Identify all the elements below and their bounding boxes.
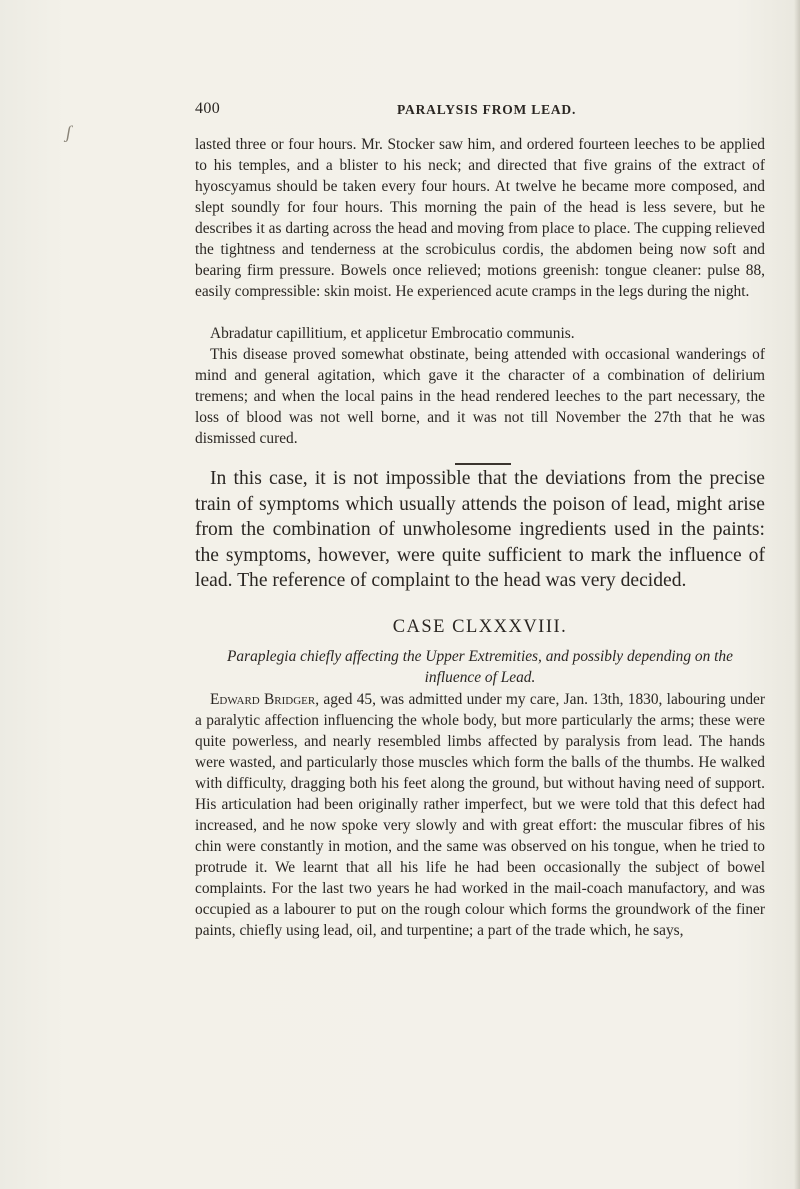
running-head: PARALYSIS FROM LEAD.: [397, 102, 577, 117]
margin-pencil-mark: ʃ: [66, 122, 72, 142]
case-heading: CASE CLXXXVIII.: [392, 617, 568, 637]
body-paragraph-1: [195, 134, 765, 302]
paragraph-text: This disease proved somewhat obstinate, being attended with occasional wanderings of mind and general agitation, which gave it the character of a combination of delirium tremens; and when the local pains in the head rendered leeches to the part necessary, the loss of blood was not well borne, and it was not till November the 27th that he was dismissed cured.: [195, 346, 765, 447]
commentary-text: In this case, it is not impossible that the deviations from the precise train of symptoms which usually attends the poison of lead, might arise from the combination of unwholesome ingredients used in the paints: the symptoms, however, were quite sufficient to mark the influence of lead. The reference of complaint to the head was very decided.: [195, 468, 765, 591]
page-number: 400: [195, 100, 221, 117]
prescription-text: Abradatur capillitium, et applicetur Embrocatio communis.: [210, 325, 575, 342]
prescription-line: [195, 323, 765, 344]
page-edge-shadow: [794, 0, 800, 1189]
case-subtitle: Paraplegia chiefly affecting the Upper Extremities, and possibly depending on the influence of Lead.: [227, 648, 733, 686]
commentary-paragraph: [195, 466, 765, 594]
section-divider: [455, 463, 511, 465]
body-paragraph-2: [195, 344, 765, 449]
paragraph-text: lasted three or four hours. Mr. Stocker saw him, and ordered fourteen leeches to be applied to his temples, and a blister to his neck; and directed that five grains of the extract of hyoscyamus should be taken every four hours. At twelve he became more composed, and slept soundly for four hours. This morning the pain of the head is less severe, but he describes it as darting across the head and moving from place to place. The cupping relieved the tightness and tenderness at the scrobiculus cordis, the abdomen being now soft and bearing firm pressure. Bowels once relieved; motions greenish: tongue cleaner: pulse 88, easily compressible: skin moist. He experienced acute cramps in the legs during the night.: [195, 136, 765, 300]
case-paragraph: [195, 689, 765, 941]
case-paragraph-text: [195, 689, 765, 941]
page-header: [195, 100, 765, 124]
case-body-text: aged 45, was admitted under my care, Jan. 13th, 1830, labouring under a paralytic affection influencing the whole body, but more particularly the arms; these were quite powerless, and nearly resembled limbs affected by paralysis from lead. The hands were wasted, and particularly those muscles which form the balls of the thumbs. He walked with difficulty, dragging both his feet along the ground, but without having need of support. His articulation had been originally rather imperfect, but we were told that this defect had increased, and he now spoke very slowly and with great effort: the muscular fibres of his chin were constantly in motion, and the same was observed on his tongue, when he tried to protrude it. We learnt that all his life he had been occasionally the subject of bowel complaints. For the last two years he had worked in the mail-coach manufactory, and was occupied as a labourer to put on the rough colour which forms the groundwork of the finer paints, chiefly using lead, oil, and turpentine; a part of the trade which, he says,: [195, 691, 765, 939]
patient-name: Edward Bridger,: [210, 691, 320, 708]
